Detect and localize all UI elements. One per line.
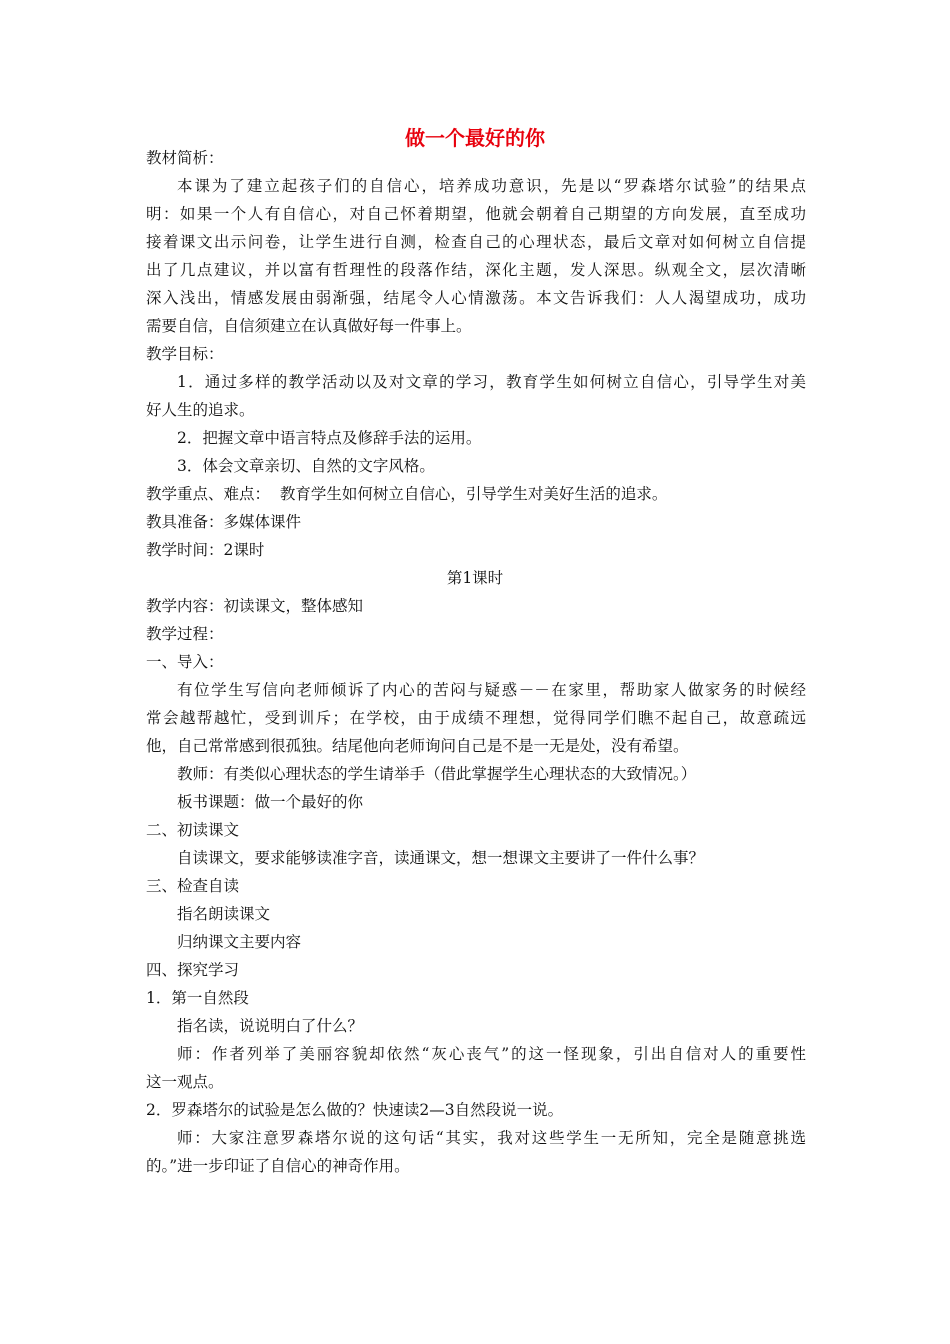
step-heading-explore: 四、探究学习 <box>146 961 240 979</box>
teaching-content: 教学内容：初读课文，整体感知 <box>146 597 364 615</box>
paragraph-line: 师：大家注意罗森塔尔说的这句话“其实，我对这些学生一无所知，完全是随意挑选 <box>177 1129 806 1147</box>
paragraph-line: 他，自己常常感到很孤独。结尾他向老师询问自己是不是一无是处，没有希望。 <box>146 737 689 755</box>
step-heading-check: 三、检查自读 <box>146 877 240 895</box>
step-heading-intro: 一、导入： <box>146 653 224 671</box>
paragraph-line: 深入浅出，情感发展由弱渐强，结尾令人心情激荡。本文告诉我们：人人渴望成功，成功 <box>146 289 806 307</box>
step-heading-first-read: 二、初读课文 <box>146 821 240 839</box>
section-heading-goals: 教学目标： <box>146 345 224 363</box>
paragraph-line: 教师：有类似心理状态的学生请举手（借此掌握学生心理状态的大致情况。） <box>177 765 697 783</box>
teaching-aids: 教具准备：多媒体课件 <box>146 513 302 531</box>
lesson-heading: 第1课时 <box>446 569 504 587</box>
paragraph-line: 自读课文，要求能够读准字音，读通课文，想一想课文主要讲了一件什么事？ <box>177 849 705 867</box>
paragraph-line: 需要自信，自信须建立在认真做好每一件事上。 <box>146 317 472 335</box>
paragraph-line: 师：作者列举了美丽容貌却依然“灰心丧气”的这一怪现象，引出自信对人的重要性 <box>177 1045 806 1063</box>
paragraph-line: 板书课题：做一个最好的你 <box>177 793 364 811</box>
goal-item-2: 2．把握文章中语言特点及修辞手法的运用。 <box>177 429 482 447</box>
paragraph-line: 本课为了建立起孩子们的自信心，培养成功意识，先是以“罗森塔尔试验”的结果点 <box>177 177 806 195</box>
paragraph-line: 的。”进一步印证了自信心的神奇作用。 <box>146 1157 410 1175</box>
key-points: 教学重点、难点： 教育学生如何树立自信心，引导学生对美好生活的追求。 <box>146 485 668 503</box>
document-title: 做一个最好的你 <box>405 126 545 150</box>
teaching-time: 教学时间：2课时 <box>146 541 265 559</box>
goal-item-1-cont: 好人生的追求。 <box>146 401 255 419</box>
sub-heading-2: 2．罗森塔尔的试验是怎么做的？快速读2—3自然段说一说。 <box>146 1101 564 1119</box>
goal-item-1: 1．通过多样的教学活动以及对文章的学习，教育学生如何树立自信心，引导学生对美 <box>177 373 806 391</box>
section-heading-process: 教学过程： <box>146 625 224 643</box>
section-heading-analysis: 教材简析： <box>146 149 224 167</box>
sub-heading-1: 1．第一自然段 <box>146 989 249 1007</box>
paragraph-line: 指名朗读课文 <box>177 905 271 923</box>
paragraph-line: 明：如果一个人有自信心，对自己怀着期望，他就会朝着自己期望的方向发展，直至成功 <box>146 205 806 223</box>
paragraph-line: 常会越帮越忙，受到训斥；在学校，由于成绩不理想，觉得同学们瞧不起自己，故意疏远 <box>146 709 806 727</box>
goal-item-3: 3．体会文章亲切、自然的文字风格。 <box>177 457 435 475</box>
paragraph-line: 出了几点建议，并以富有哲理性的段落作结，深化主题，发人深思。纵观全文，层次清晰 <box>146 261 806 279</box>
paragraph-line: 指名读，说说明白了什么？ <box>177 1017 364 1035</box>
paragraph-line: 接着课文出示问卷，让学生进行自测，检查自己的心理状态，最后文章对如何树立自信提 <box>146 233 806 251</box>
paragraph-line: 这一观点。 <box>146 1073 224 1091</box>
paragraph-line: 有位学生写信向老师倾诉了内心的苦闷与疑惑－－在家里，帮助家人做家务的时候经 <box>177 681 806 699</box>
paragraph-line: 归纳课文主要内容 <box>177 933 302 951</box>
